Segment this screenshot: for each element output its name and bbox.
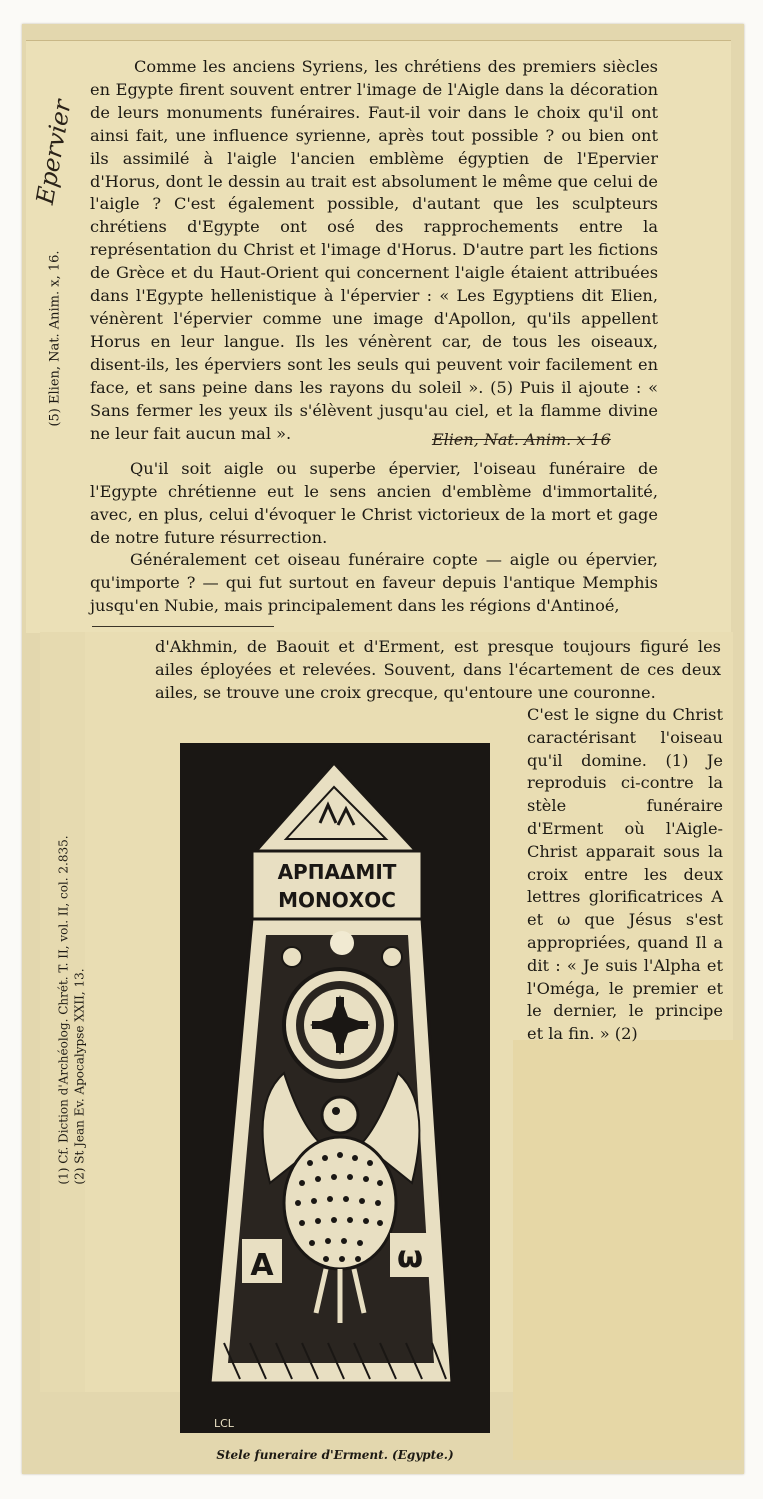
stele-inscription-1: ΑΡΠΑΔΜΙΤ bbox=[277, 860, 397, 884]
stele-omega: ω bbox=[396, 1240, 424, 1275]
stele-illustration bbox=[180, 743, 490, 1433]
footnote-2: (2) St Jean Ev. Apocalypse XXII, 13. bbox=[73, 968, 87, 1185]
paragraph-signe-christ: C'est le signe du Christ caractérisant l'oiseau qu'il domine. (1) Je reproduis ci-contre la stèle funéraire d'Erment où l'Aigle-Christ apparait sous la croix entre les deux lettres glorificatrices A et ω que Jésus s'est appropriées, quand Il a dit : « Je suis l'Alpha et l'Oméga, le premier et le dernier, le principe et la fin. » (2) bbox=[527, 705, 723, 1044]
paragraph-aigle-horus: Comme les anciens Syriens, les chrétiens des premiers siècles en Egypte firent souvent entrer l'image de l'Aigle dans la décoration de leurs monuments funéraires. Faut-il voir dans le choix qu'il ont ainsi fait, une influence syrienne, après tout possible ? ou bien ont ils assimilé à l'aigle l'ancien emblème égyptien de l'Epervier d'Horus, dont le dessin au trait est absolument le même que celui de l'aigle ? C'est également possible, d'autant que les sculpteurs chrétiens d'Egypte ont osé des rapprochements entre la représentation du Christ et l'image d'Horus. D'autre part les fictions de Grèce et du Haut-Orient qui concernent l'aigle étaient attribuées dans l'Egypte hellenistique à l'épervier : « Les Egyptiens dit Elien, vénèrent l'épervier comme une image d'Apollon, qu'ils appellent Horus en leur langue. Ils les vénèrent car, de tous les oiseaux, disent-ils, les éperviers sont les seuls qui peuvent voir facilement en face, et sans peine dans les rayons du soleil ». (5) Puis il ajoute : « Sans fermer les yeux ils s'élèvent jusqu'au ciel, et la flamme divine ne leur fait aucun mal ». bbox=[90, 57, 658, 443]
paragraph-oiseau-copte: Généralement cet oiseau funéraire copte — aigle ou épervier, qu'importe ? — qui fut surtout en faveur depuis l'antique Memphis jusqu'en Nubie, mais principalement dans les régions d'Antinoé, bbox=[90, 550, 658, 615]
pasted-patch bbox=[513, 1040, 741, 1460]
stele-caption: Stele funeraire d'Erment. (Egypte.) bbox=[216, 1448, 454, 1462]
footnotes-bottom bbox=[42, 820, 102, 1200]
footnote-elien: (5) Elien, Nat. Anim. x, 16. bbox=[47, 249, 63, 427]
handwritten-margin-note: Epervier bbox=[31, 97, 77, 207]
footnote-1: (1) Cf. Diction d'Archéolog. Chrét. T. II, vol. II, col. 2.835. bbox=[57, 835, 71, 1185]
stele-inscription-2: ΜΟΝΟΧΟC bbox=[278, 888, 396, 912]
artist-signature: LCL bbox=[214, 1417, 234, 1430]
section-rule bbox=[92, 626, 274, 627]
stele-alpha: A bbox=[250, 1248, 274, 1283]
paragraph-immortalite: Qu'il soit aigle ou superbe épervier, l'oiseau funéraire de l'Egypte chrétienne eut le sens ancien d'emblème d'immortalité, avec, en plus, celui d'évoquer le Christ victorieux de la mort et gage de notre future résurrection. bbox=[90, 459, 658, 547]
paragraph-ailes: d'Akhmin, de Baouit et d'Erment, est presque toujours figuré les ailes éployées et relevées. Souvent, dans l'écartement de ces deux ailes, se trouve une croix grecque, qu'entoure une couronne. bbox=[155, 637, 721, 702]
stele-woodcut bbox=[180, 743, 490, 1433]
handwritten-crossed-reference: Elien, Nat. Anim. x 16 bbox=[432, 430, 611, 449]
